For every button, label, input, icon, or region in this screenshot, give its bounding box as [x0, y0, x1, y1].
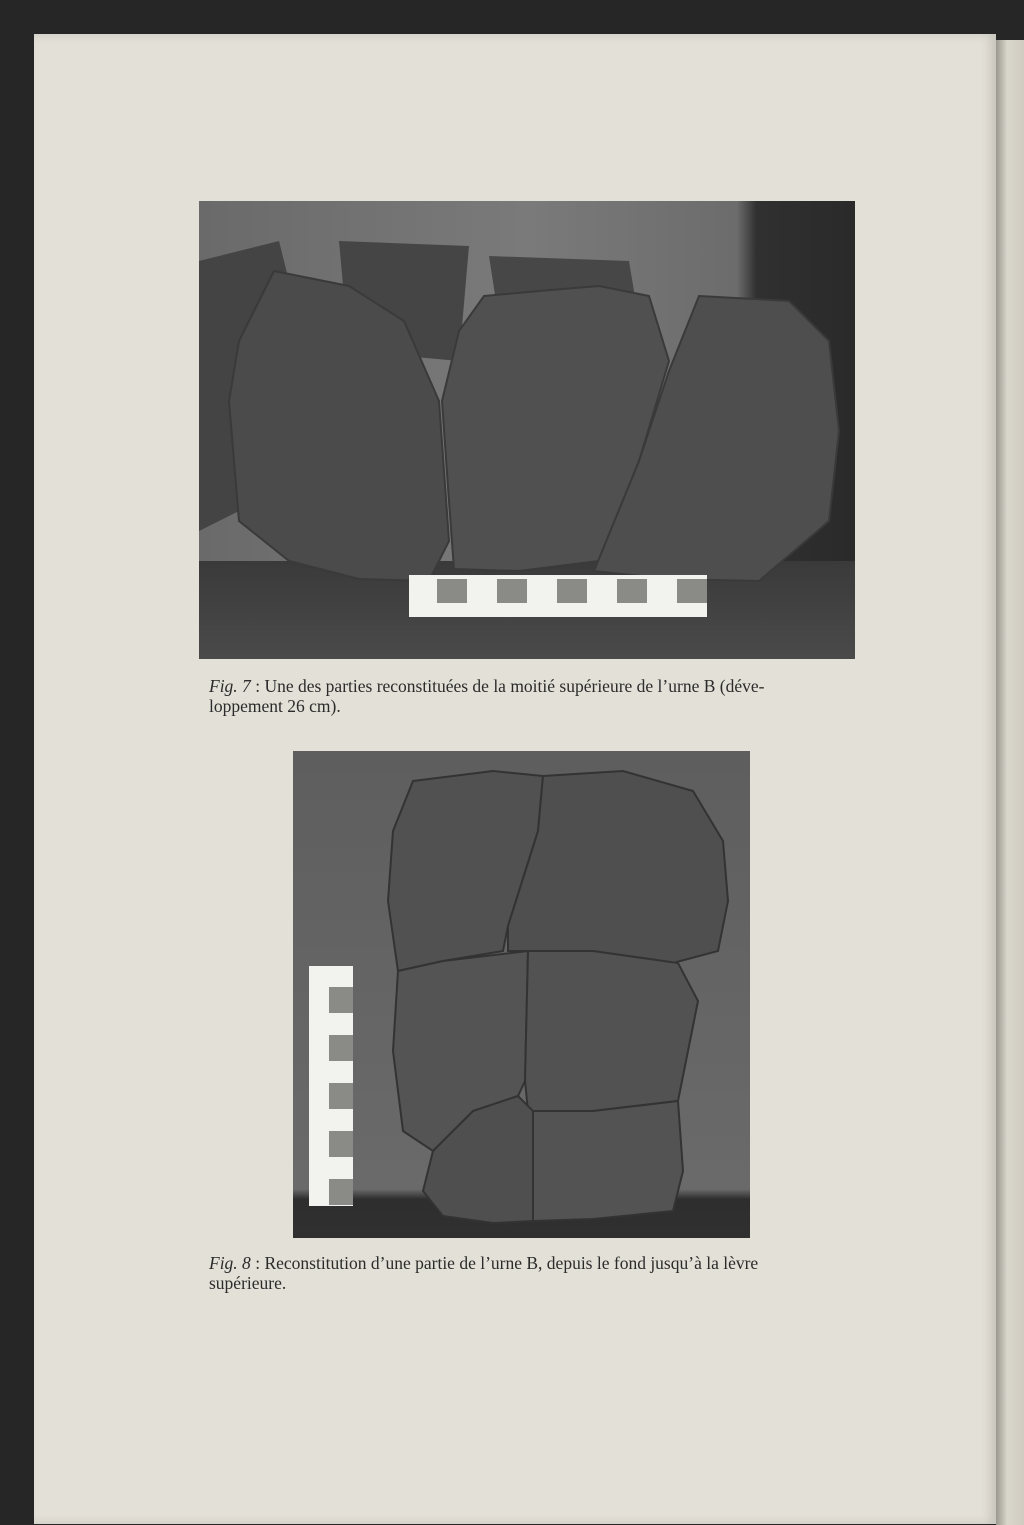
figure-8-text-line2: supérieure.: [209, 1273, 287, 1293]
figure-8-photo: [293, 751, 750, 1238]
figure-7-text-line2: loppement 26 cm).: [209, 696, 341, 716]
next-page-edge: [996, 40, 1024, 1525]
figure-7-photo: [199, 201, 855, 659]
figure-8-text: Reconstitution d’une partie de l’urne B, depuis le fond jusqu’à la lèvre: [264, 1253, 759, 1273]
figure-7-label: Fig. 7: [209, 676, 251, 696]
figure-8-label: Fig. 8: [209, 1253, 251, 1273]
figure-8-caption: [209, 1253, 869, 1293]
figure-7-text: Une des parties reconstituées de la moitié supérieure de l’urne B (déve-: [264, 676, 765, 696]
figure-7-separator: :: [250, 676, 265, 696]
figure-7-caption: [209, 676, 869, 716]
figure-8-separator: :: [250, 1253, 265, 1273]
